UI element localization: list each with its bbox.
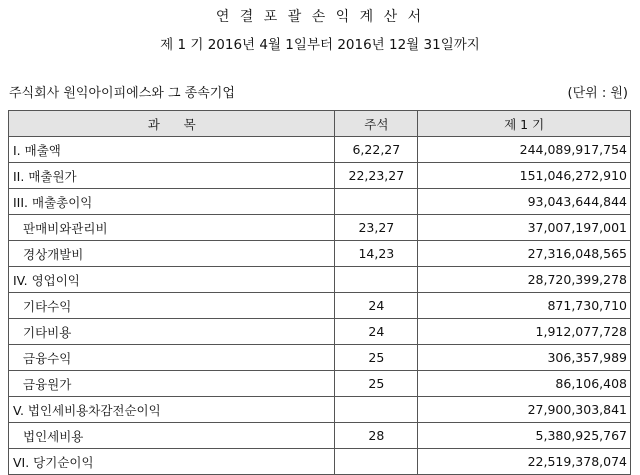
table-row	[9, 215, 631, 241]
row-item-name: 법인세비용	[9, 423, 335, 449]
row-note-ref	[335, 267, 418, 293]
company-name: 주식회사 원익아이피에스와 그 종속기업	[9, 86, 235, 101]
row-item-name: V. 법인세비용차감전순이익	[9, 397, 335, 423]
row-item-name: III. 매출총이익	[9, 189, 335, 215]
row-note-ref	[335, 189, 418, 215]
row-note-ref: 28	[335, 423, 418, 449]
row-amount: 5,380,925,767	[418, 423, 631, 449]
row-item-name: 판매비와관리비	[9, 215, 335, 241]
row-note-ref: 14,23	[335, 241, 418, 267]
table-row	[9, 267, 631, 293]
row-amount: 28,720,399,278	[418, 267, 631, 293]
table-row	[9, 423, 631, 449]
table-row	[9, 293, 631, 319]
row-amount: 27,900,303,841	[418, 397, 631, 423]
row-note-ref	[335, 397, 418, 423]
row-amount: 37,007,197,001	[418, 215, 631, 241]
income-statement-table	[8, 110, 631, 475]
column-header-period: 제 1 기	[418, 111, 631, 137]
row-amount: 871,730,710	[418, 293, 631, 319]
row-note-ref: 6,22,27	[335, 137, 418, 163]
column-header-note: 주석	[335, 111, 418, 137]
table-row	[9, 241, 631, 267]
row-item-name: II. 매출원가	[9, 163, 335, 189]
row-amount: 306,357,989	[418, 345, 631, 371]
row-item-name: 금융수익	[9, 345, 335, 371]
table-row	[9, 319, 631, 345]
row-note-ref: 24	[335, 319, 418, 345]
row-note-ref: 25	[335, 345, 418, 371]
row-amount: 244,089,917,754	[418, 137, 631, 163]
table-row	[9, 137, 631, 163]
row-amount: 151,046,272,910	[418, 163, 631, 189]
table-row	[9, 397, 631, 423]
row-item-name: 금융원가	[9, 371, 335, 397]
column-header-item: 과 목	[9, 111, 335, 137]
row-amount: 86,106,408	[418, 371, 631, 397]
row-item-name: 경상개발비	[9, 241, 335, 267]
row-item-name: VI. 당기순이익	[9, 449, 335, 475]
row-note-ref: 23,27	[335, 215, 418, 241]
row-amount: 27,316,048,565	[418, 241, 631, 267]
row-amount: 1,912,077,728	[418, 319, 631, 345]
row-amount: 93,043,644,844	[418, 189, 631, 215]
statement-title: 연 결 포 괄 손 익 계 산 서	[215, 9, 425, 25]
table-row	[9, 345, 631, 371]
row-item-name: IV. 영업이익	[9, 267, 335, 293]
statement-period: 제 1 기 2016년 4월 1일부터 2016년 12월 31일까지	[160, 37, 480, 53]
row-note-ref	[335, 449, 418, 475]
table-row	[9, 189, 631, 215]
table-header-row	[9, 111, 631, 137]
unit-label: (단위 : 원)	[567, 86, 628, 101]
table-row	[9, 371, 631, 397]
row-note-ref: 24	[335, 293, 418, 319]
table-row	[9, 449, 631, 475]
row-item-name: 기타비용	[9, 319, 335, 345]
table-row	[9, 163, 631, 189]
row-item-name: I. 매출액	[9, 137, 335, 163]
row-item-name: 기타수익	[9, 293, 335, 319]
row-note-ref: 22,23,27	[335, 163, 418, 189]
row-note-ref: 25	[335, 371, 418, 397]
row-amount: 22,519,378,074	[418, 449, 631, 475]
